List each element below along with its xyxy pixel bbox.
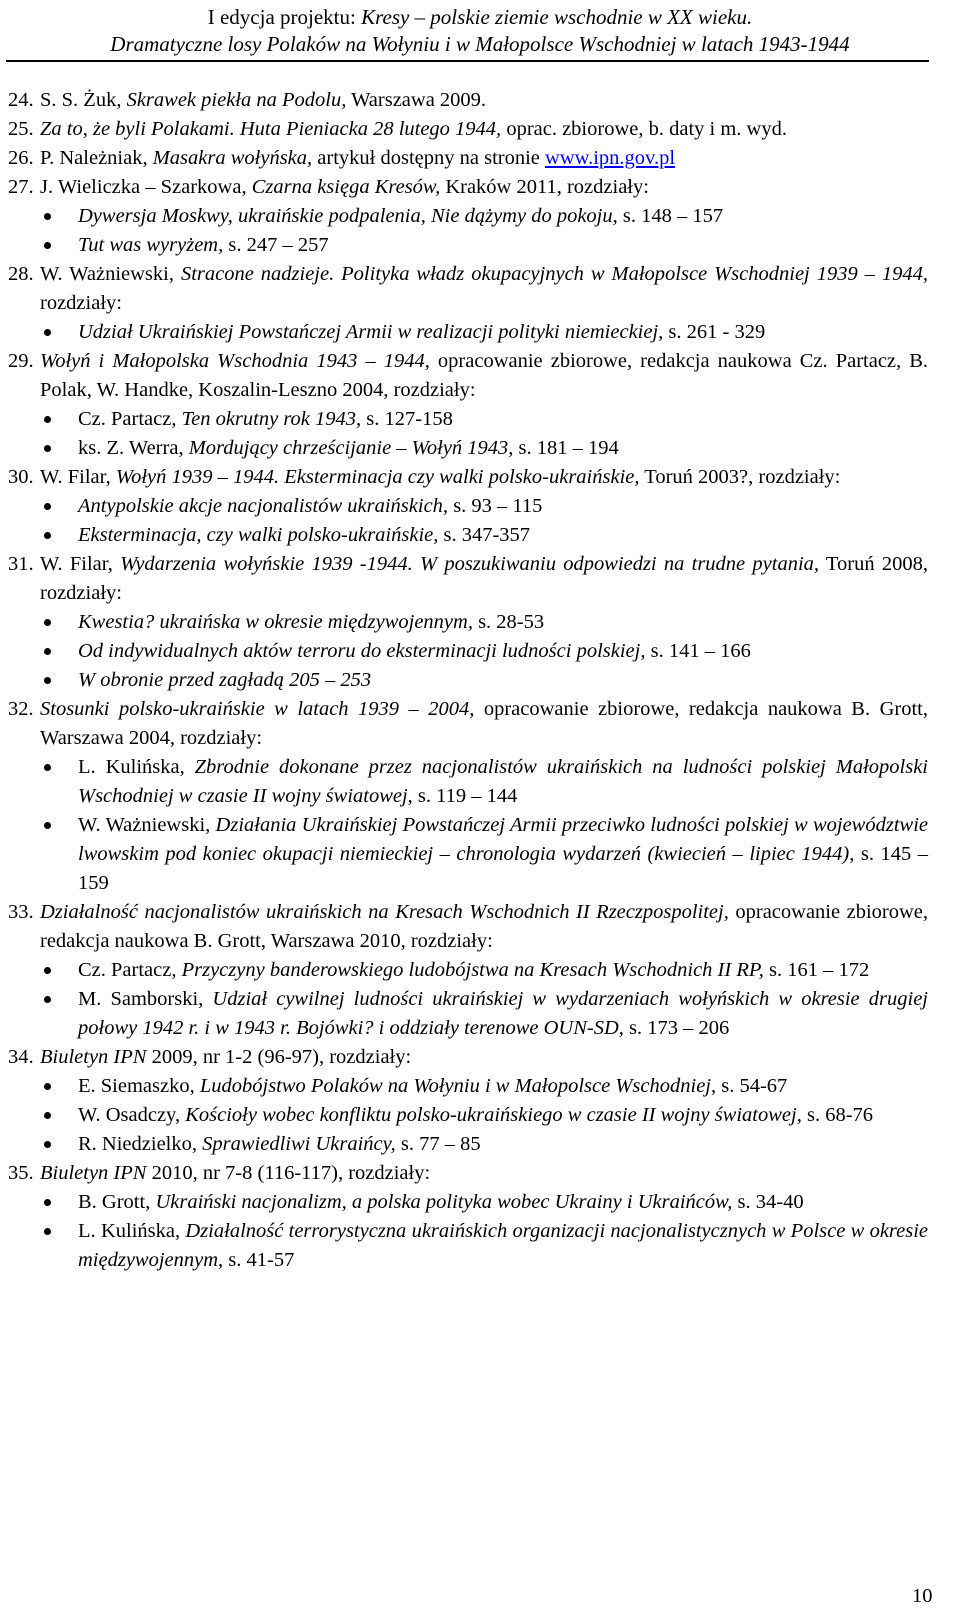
bibliography-entry xyxy=(8,86,928,115)
italic-title-text: Kwestia? ukraińska w okresie międzywojennym, xyxy=(78,611,473,633)
plain-text: E. Siemaszko, xyxy=(78,1075,200,1097)
chapter-list-item xyxy=(8,1072,928,1101)
italic-title-text: Stosunki polsko-ukraińskie w latach 1939 – 2004, xyxy=(40,698,475,720)
entry-text xyxy=(8,115,928,144)
bibliography-entry xyxy=(8,144,928,173)
plain-text: oprac. zbiorowe, b. daty i m. wyd. xyxy=(501,118,787,140)
plain-text: S. S. Żuk, xyxy=(40,89,127,111)
italic-title-text: Za to, że byli Polakami. Huta Pieniacka 28 lutego 1944, xyxy=(40,118,502,140)
plain-text: , s. 54-67 xyxy=(711,1075,788,1097)
plain-text: L. Kulińska, xyxy=(78,1220,186,1242)
chapter-list-item xyxy=(8,608,928,637)
entry-text xyxy=(8,86,928,115)
italic-title-text: Wołyń i Małopolska Wschodnia 1943 – 1944, xyxy=(40,350,430,372)
bullet-icon xyxy=(44,532,51,539)
chapter-list xyxy=(8,1072,928,1159)
italic-title-text: Biuletyn IPN xyxy=(40,1162,147,1184)
plain-text: s. 181 – 194 xyxy=(513,437,619,459)
entry-text xyxy=(8,173,928,202)
bullet-icon xyxy=(44,967,51,974)
bibliography-entry xyxy=(8,1043,928,1159)
italic-title-text: Ten okrutny rok 1943, xyxy=(181,408,362,430)
italic-title-text: Wydarzenia wołyńskie 1939 -1944. W poszukiwaniu odpowiedzi na trudne pytania, xyxy=(120,553,820,575)
plain-text: Cz. Partacz, xyxy=(78,959,182,981)
bullet-icon xyxy=(44,213,51,220)
italic-title-text: Stracone nadzieje. Polityka władz okupacyjnych w Małopolsce Wschodniej 1939 – 1944, xyxy=(180,263,928,285)
plain-text: opracowanie zbiorowe, redakcja naukowa Cz. Partacz, B. Polak, W. Handke, Koszalin-Leszno 2004, rozdziały: xyxy=(40,350,929,401)
italic-title-text: W obronie przed zagładą 205 – 253 xyxy=(78,669,372,691)
italic-title-text: Biuletyn IPN xyxy=(40,1046,147,1068)
bullet-icon xyxy=(44,329,51,336)
entry-number: 35. xyxy=(8,1162,34,1184)
chapter-list-item xyxy=(8,492,928,521)
entry-number: 32. xyxy=(8,698,34,720)
plain-text: s. 141 – 166 xyxy=(645,640,751,662)
italic-title-text: Skrawek piekła na Podolu, xyxy=(126,89,347,111)
plain-text: W. Ważniewski, xyxy=(78,814,216,836)
chapter-list-item xyxy=(8,202,928,231)
entry-text xyxy=(8,898,928,956)
bibliography-entry xyxy=(8,115,928,144)
italic-title-text: Działania Ukraińskiej Powstańczej Armii przeciwko ludności polskiej w województwie lwowskim pod koniec okupacji niemieckiej – chronologia wydarzeń (kwiecień – lipiec 1944) xyxy=(78,814,928,865)
italic-title-text: Eksterminacja, czy walki polsko-ukraińskie, xyxy=(78,524,439,546)
entry-text xyxy=(8,1159,928,1188)
plain-text: W. Filar, xyxy=(40,466,116,488)
page-header xyxy=(0,4,960,58)
plain-text: s. 247 – 257 xyxy=(223,234,329,256)
italic-title-text: Masakra wołyńska, xyxy=(152,147,313,169)
plain-text: Toruń 2008, rozdziały: xyxy=(40,553,928,604)
plain-text: opracowanie zbiorowe, redakcja naukowa B. Grott, Warszawa 2004, rozdziały: xyxy=(40,698,928,749)
bibliography-entry xyxy=(8,695,928,898)
entry-number: 26. xyxy=(8,147,34,169)
bibliography-entry xyxy=(8,550,928,695)
plain-text: , s. 145 – 159 xyxy=(78,843,928,894)
chapter-list-item xyxy=(8,1130,928,1159)
plain-text: W. Filar, xyxy=(40,553,121,575)
italic-title-text: Udział Ukraińskiej Powstańczej Armii w realizacji polityki niemieckiej, xyxy=(78,321,664,343)
entry-number: 30. xyxy=(8,466,34,488)
italic-title-text: Wołyń 1939 – 1944. Eksterminacja czy walki polsko-ukraińskie, xyxy=(115,466,640,488)
bullet-icon xyxy=(44,1228,51,1235)
plain-text: Warszawa 2009. xyxy=(346,89,487,111)
chapter-list xyxy=(8,753,928,898)
bullet-icon xyxy=(44,1112,51,1119)
bullet-icon xyxy=(44,764,51,771)
plain-text: s. 34-40 xyxy=(732,1191,804,1213)
chapter-list-item xyxy=(8,318,928,347)
entry-number: 34. xyxy=(8,1046,34,1068)
plain-text: s. 173 – 206 xyxy=(623,1017,730,1039)
plain-text: M. Samborski, xyxy=(78,988,213,1010)
chapter-list xyxy=(8,608,928,695)
chapter-list-item xyxy=(8,666,928,695)
bullet-icon xyxy=(44,416,51,423)
bibliography-entry xyxy=(8,463,928,550)
entry-number: 33. xyxy=(8,901,34,923)
entry-text xyxy=(8,1043,928,1072)
chapter-list-item xyxy=(8,1217,928,1275)
bibliography-entry xyxy=(8,898,928,1043)
chapter-list-item xyxy=(8,231,928,260)
bibliography-entry xyxy=(8,1159,928,1275)
bullet-icon xyxy=(44,996,51,1003)
chapter-list xyxy=(8,492,928,550)
entry-number: 31. xyxy=(8,553,34,575)
plain-text: s. 261 - 329 xyxy=(663,321,766,343)
italic-title-text: Zbrodnie dokonane przez nacjonalistów ukraińskich na ludności polskiej Małopolski Wschodniej w czasie II wojny światowej, xyxy=(78,756,929,807)
plain-text: s. 41-57 xyxy=(223,1249,295,1271)
chapter-list xyxy=(8,1188,928,1275)
bullet-icon xyxy=(44,503,51,510)
plain-text: R. Niedzielko, xyxy=(78,1133,203,1155)
chapter-list xyxy=(8,318,928,347)
chapter-list-item xyxy=(8,521,928,550)
entry-text xyxy=(8,144,928,173)
bibliography-entry xyxy=(8,260,928,347)
plain-text: 2009, nr 1-2 (96-97), rozdziały: xyxy=(146,1046,412,1068)
entry-text xyxy=(8,695,928,753)
bullet-icon xyxy=(44,1083,51,1090)
chapter-list-item xyxy=(8,1101,928,1130)
italic-title-text: Od indywidualnych aktów terroru do eksterminacji ludności polskiej, xyxy=(78,640,646,662)
chapter-list xyxy=(8,405,928,463)
plain-text: W. Ważniewski, xyxy=(40,263,181,285)
plain-text: opracowanie zbiorowe, redakcja naukowa B. Grott, Warszawa 2010, rozdziały: xyxy=(40,901,929,952)
chapter-list-item xyxy=(8,811,928,898)
italic-title-text: Kościoły wobec konfliktu polsko-ukraińskiego w czasie II wojny światowej, xyxy=(185,1104,802,1126)
plain-text: J. Wieliczka – Szarkowa, xyxy=(40,176,252,198)
italic-title-text: Ludobójstwo Polaków na Wołyniu i w Małopolsce Wschodniej xyxy=(199,1075,711,1097)
italic-title-text: Antypolskie akcje nacjonalistów ukraińskich, xyxy=(78,495,449,517)
italic-title-text: Sprawiedliwi Ukraińcy, xyxy=(202,1133,396,1155)
italic-title-text: Przyczyny banderowskiego ludobójstwa na Kresach Wschodnich II RP, xyxy=(181,959,764,981)
entry-number: 28. xyxy=(8,263,34,285)
entry-text xyxy=(8,463,928,492)
bullet-icon xyxy=(44,242,51,249)
chapter-list-item xyxy=(8,405,928,434)
header-subtitle: Dramatyczne losy Polaków na Wołyniu i w Małopolsce Wschodniej w latach 1943-1944 xyxy=(110,32,850,56)
bullet-icon xyxy=(44,822,51,829)
plain-text: rozdziały: xyxy=(40,292,122,314)
italic-title-text: Tut was wyryżem, xyxy=(78,234,224,256)
italic-title-text: Dywersja Moskwy, ukraińskie podpalenia, Nie dążymy do pokoju, xyxy=(78,205,618,227)
plain-text: L. Kulińska, xyxy=(78,756,195,778)
plain-text: s. 127-158 xyxy=(361,408,453,430)
italic-title-text: Udział cywilnej ludności ukraińskiej w wydarzeniach wołyńskich w okresie drugiej połowy 1942 r. i w 1943 r. Bojówki? i oddziały terenowe OUN-SD, xyxy=(78,988,928,1039)
plain-text: Toruń 2003?, rozdziały: xyxy=(639,466,841,488)
entry-number: 25. xyxy=(8,118,34,140)
entry-number: 24. xyxy=(8,89,34,111)
bullet-icon xyxy=(44,677,51,684)
chapter-list-item xyxy=(8,985,928,1043)
chapter-list-item xyxy=(8,753,928,811)
chapter-list xyxy=(8,956,928,1043)
chapter-list-item xyxy=(8,1188,928,1217)
plain-text: s. 77 – 85 xyxy=(395,1133,481,1155)
entry-number: 27. xyxy=(8,176,34,198)
plain-text: Kraków 2011, rozdziały: xyxy=(440,176,649,198)
italic-title-text: Działalność terrorystyczna ukraińskich organizacji nacjonalistycznych w Polsce w okresie międzywojennym, xyxy=(78,1220,929,1271)
header-line-1 xyxy=(0,4,960,31)
entry-number: 29. xyxy=(8,350,34,372)
plain-text: B. Grott, xyxy=(78,1191,156,1213)
plain-text: s. 93 – 115 xyxy=(448,495,543,517)
plain-text: artykuł dostępny na stronie xyxy=(312,147,546,169)
plain-text: P. Należniak, xyxy=(40,147,153,169)
italic-title-text: Mordujący chrześcijanie – Wołyń 1943, xyxy=(188,437,514,459)
plain-text: s. 119 – 144 xyxy=(412,785,518,807)
header-line-2 xyxy=(0,31,960,58)
plain-text: Cz. Partacz, xyxy=(78,408,182,430)
bullet-icon xyxy=(44,648,51,655)
chapter-list-item xyxy=(8,956,928,985)
entry-text xyxy=(8,260,928,318)
plain-text: ks. Z. Werra, xyxy=(78,437,189,459)
plain-text: s. 28-53 xyxy=(472,611,545,633)
chapter-list-item xyxy=(8,637,928,666)
entry-text xyxy=(8,550,928,608)
chapter-list xyxy=(8,202,928,260)
bibliography-list xyxy=(8,86,928,1275)
bullet-icon xyxy=(44,1141,51,1148)
header-divider xyxy=(6,60,929,62)
bibliography-entry xyxy=(8,347,928,463)
bullet-icon xyxy=(44,1199,51,1206)
italic-title-text: Czarna księga Kresów, xyxy=(251,176,441,198)
italic-title-text: Działalność nacjonalistów ukraińskich na Kresach Wschodnich II Rzeczpospolitej, xyxy=(40,901,729,923)
italic-title-text: Ukraiński nacjonalizm, a polska polityka wobec Ukrainy i Ukraińców, xyxy=(155,1191,733,1213)
page-number: 10 xyxy=(912,1585,933,1607)
plain-text: s. 347-357 xyxy=(438,524,531,546)
plain-text: 2010, nr 7-8 (116-117), rozdziały: xyxy=(146,1162,431,1184)
bibliography-entry xyxy=(8,173,928,260)
external-link[interactable]: www.ipn.gov.pl xyxy=(545,147,676,169)
plain-text: W. Osadczy, xyxy=(78,1104,186,1126)
plain-text: s. 161 – 172 xyxy=(763,959,870,981)
plain-text: s. 68-76 xyxy=(801,1104,874,1126)
bullet-icon xyxy=(44,445,51,452)
header-prefix: I edycja projektu: xyxy=(207,5,362,29)
entry-text xyxy=(8,347,928,405)
bullet-icon xyxy=(44,619,51,626)
plain-text: s. 148 – 157 xyxy=(617,205,724,227)
chapter-list-item xyxy=(8,434,928,463)
header-project-title: Kresy – polskie ziemie wschodnie w XX wieku. xyxy=(361,5,753,29)
